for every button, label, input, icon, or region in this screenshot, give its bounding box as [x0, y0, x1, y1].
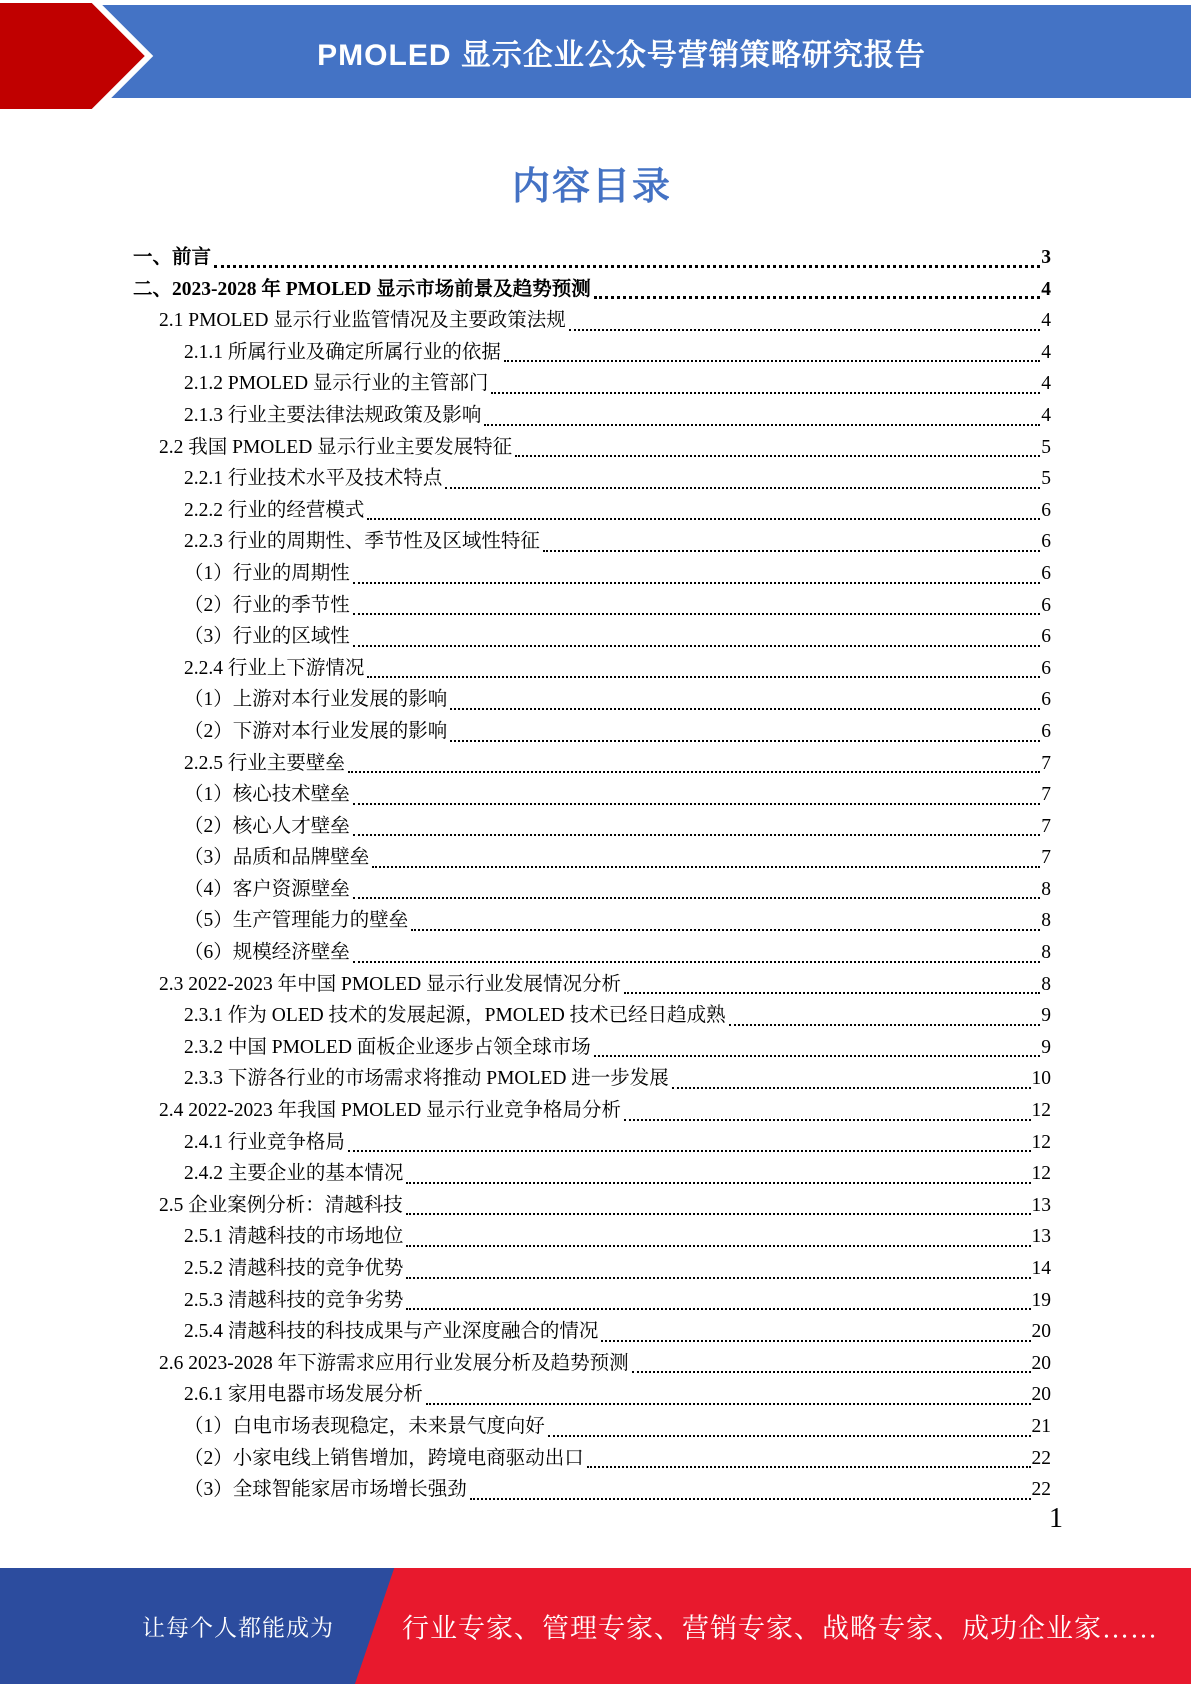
- toc-entry-label: （2）小家电线上销售增加，跨境电商驱动出口: [184, 1447, 584, 1469]
- toc-leader-dots: [350, 937, 1041, 969]
- toc-entry-page: 7: [1041, 784, 1051, 806]
- toc-entry-page: 7: [1041, 847, 1051, 869]
- toc-entry-page: 13: [1031, 1194, 1051, 1216]
- toc-entry[interactable]: [133, 937, 1051, 969]
- footer-slogan-left: 让每个人都能成为: [142, 1615, 334, 1641]
- toc-entry-page: 3: [1041, 247, 1051, 268]
- toc-leader-dots: [512, 432, 1041, 464]
- toc-leader-dots: [488, 368, 1041, 400]
- toc-entry-page: 8: [1041, 910, 1051, 932]
- toc-entry-label: （1）核心技术壁垒: [184, 784, 350, 806]
- toc-entry-label: 2.1 PMOLED 显示行业监管情况及主要政策法规: [159, 310, 566, 332]
- toc-entry-page: 5: [1041, 468, 1051, 490]
- toc-leader-dots: [423, 1379, 1032, 1411]
- toc-entry-label: （1）上游对本行业发展的影响: [184, 689, 448, 711]
- toc-entry-page: 6: [1041, 657, 1051, 679]
- toc-entry[interactable]: [133, 684, 1051, 716]
- toc-entry-page: 20: [1031, 1321, 1051, 1343]
- toc-entry-label: （2）行业的季节性: [184, 594, 350, 616]
- arrow-banner-icon: [0, 0, 162, 112]
- toc-entry-label: 2.6 2023-2028 年下游需求应用行业发展分析及趋势预测: [159, 1352, 629, 1374]
- toc-entry-page: 13: [1031, 1226, 1051, 1248]
- toc-entry-page: 20: [1031, 1384, 1051, 1406]
- toc-entry[interactable]: [133, 1316, 1051, 1348]
- toc-entry[interactable]: [133, 1063, 1051, 1095]
- toc-entry-label: 2.2.3 行业的周期性、季节性及区域性特征: [184, 531, 540, 553]
- toc-entry-label: 2.4.2 主要企业的基本情况: [184, 1163, 404, 1185]
- toc-entry-page: 8: [1041, 942, 1051, 964]
- toc-entry[interactable]: [133, 1379, 1051, 1411]
- content-area: [133, 112, 1051, 1506]
- toc-entry-label: 2.4.1 行业竞争格局: [184, 1131, 345, 1153]
- toc-title: 内容目录: [511, 166, 672, 208]
- toc-entry-page: 6: [1041, 626, 1051, 648]
- toc-entry-label: 2.3.2 中国 PMOLED 面板企业逐步占领全球市场: [184, 1036, 591, 1058]
- toc-leader-dots: [447, 716, 1041, 748]
- toc-entry-label: 2.2.4 行业上下游情况: [184, 657, 365, 679]
- footer: [0, 1568, 1191, 1684]
- toc-entry[interactable]: [133, 969, 1051, 1001]
- toc-leader-dots: [669, 1063, 1032, 1095]
- toc-entry-page: 8: [1041, 878, 1051, 900]
- toc-leader-dots: [481, 400, 1041, 432]
- header: [0, 0, 1191, 112]
- toc-leader-dots: [566, 305, 1041, 337]
- toc-entry[interactable]: [133, 337, 1051, 369]
- toc-entry-page: 8: [1041, 973, 1051, 995]
- toc-entry-label: 2.5.1 清越科技的市场地位: [184, 1226, 404, 1248]
- toc-entry-page: 4: [1041, 278, 1051, 300]
- toc-entry[interactable]: [133, 495, 1051, 527]
- toc-leader-dots: [629, 1348, 1032, 1380]
- toc-leader-dots: [350, 811, 1041, 843]
- toc-entry-label: （2）核心人才壁垒: [184, 815, 350, 837]
- toc-entry-page: 9: [1041, 1036, 1051, 1058]
- toc-leader-dots: [467, 1474, 1032, 1506]
- toc-entry-label: 2.3.1 作为 OLED 技术的发展起源，PMOLED 技术已经日趋成熟: [184, 1005, 726, 1027]
- toc-entry[interactable]: [133, 526, 1051, 558]
- toc-entry-page: 4: [1041, 341, 1051, 363]
- toc-leader-dots: [350, 779, 1041, 811]
- toc-entry-page: 6: [1041, 689, 1051, 711]
- toc-entry-page: 22: [1031, 1479, 1051, 1501]
- toc-entry-page: 4: [1041, 373, 1051, 395]
- toc-leader-dots: [621, 1095, 1031, 1127]
- toc-entry-label: 2.2 我国 PMOLED 显示行业主要发展特征: [159, 436, 513, 458]
- toc-leader-dots: [403, 1285, 1031, 1317]
- toc-entry-label: （3）行业的区域性: [184, 626, 350, 648]
- toc-entry[interactable]: [133, 1411, 1051, 1443]
- toc-entry-label: （6）规模经济壁垒: [184, 942, 350, 964]
- toc-leader-dots: [350, 590, 1041, 622]
- toc-entry-label: 2.3 2022-2023 年中国 PMOLED 显示行业发展情况分析: [159, 973, 622, 995]
- toc-entry-page: 6: [1041, 594, 1051, 616]
- toc-entry-label: 2.3.3 下游各行业的市场需求将推动 PMOLED 进一步发展: [184, 1068, 669, 1090]
- toc-entry-label: （4）客户资源壁垒: [184, 878, 350, 900]
- toc-entry-label: 2.5.3 清越科技的竞争劣势: [184, 1289, 404, 1311]
- toc-entry-label: 2.1.3 行业主要法律法规政策及影响: [184, 404, 482, 426]
- toc-leader-dots: [447, 684, 1041, 716]
- toc-entry[interactable]: [133, 621, 1051, 653]
- toc-entry-label: 二、2023-2028 年 PMOLED 显示市场前景及趋势预测: [133, 278, 591, 300]
- toc-entry-page: 19: [1031, 1289, 1051, 1311]
- footer-slogan-right: 行业专家、管理专家、营销专家、战略专家、成功企业家……: [402, 1613, 1158, 1644]
- toc-entry-label: （3）全球智能家居市场增长强劲: [184, 1479, 467, 1501]
- page-number: 1: [1049, 1503, 1063, 1534]
- toc-entry[interactable]: [133, 1285, 1051, 1317]
- toc-entry[interactable]: [133, 1127, 1051, 1159]
- toc-entry[interactable]: [133, 653, 1051, 685]
- toc-leader-dots: [403, 1221, 1031, 1253]
- toc-entry-page: 21: [1031, 1415, 1051, 1437]
- toc-entry-label: （3）品质和品牌壁垒: [184, 847, 370, 869]
- toc-entry[interactable]: [133, 1443, 1051, 1475]
- toc-leader-dots: [591, 1032, 1041, 1064]
- toc-entry-page: 7: [1041, 815, 1051, 837]
- toc-entry-label: （1）行业的周期性: [184, 562, 350, 584]
- toc-entry[interactable]: [133, 1190, 1051, 1222]
- toc-leader-dots: [403, 1253, 1031, 1285]
- toc-entry[interactable]: [133, 1000, 1051, 1032]
- toc-entry[interactable]: [133, 1032, 1051, 1064]
- toc-entry[interactable]: [133, 1253, 1051, 1285]
- report-title: PMOLED 显示企业公众号营销策略研究报告: [317, 38, 926, 72]
- toc-entry-page: 12: [1031, 1163, 1051, 1185]
- header-banner: [52, 5, 1191, 98]
- toc-entry[interactable]: [133, 874, 1051, 906]
- toc-entry[interactable]: [133, 842, 1051, 874]
- toc-entry-page: 12: [1031, 1131, 1051, 1153]
- toc-entry-label: （1）白电市场表现稳定，未来景气度向好: [184, 1415, 545, 1437]
- toc-entry-page: 14: [1031, 1258, 1051, 1279]
- toc-entry[interactable]: [133, 1348, 1051, 1380]
- toc-leader-dots: [211, 242, 1041, 274]
- toc-entry[interactable]: [133, 716, 1051, 748]
- toc-leader-dots: [621, 969, 1041, 1001]
- toc-entry[interactable]: [133, 811, 1051, 843]
- toc-entry[interactable]: [133, 1095, 1051, 1127]
- toc-entry-label: 2.4 2022-2023 年我国 PMOLED 显示行业竞争格局分析: [159, 1100, 622, 1122]
- toc-entry-label: （5）生产管理能力的壁垒: [184, 910, 409, 932]
- toc-entry-page: 6: [1041, 562, 1051, 584]
- toc-leader-dots: [584, 1443, 1032, 1475]
- toc-leader-dots: [442, 463, 1041, 495]
- toc-entry-page: 5: [1041, 436, 1051, 458]
- toc-entry-label: 一、前言: [133, 247, 212, 268]
- toc-leader-dots: [540, 526, 1041, 558]
- toc-entry-label: 2.6.1 家用电器市场发展分析: [184, 1384, 423, 1406]
- toc-entry-page: 6: [1041, 531, 1051, 553]
- toc-entry[interactable]: [133, 242, 1051, 274]
- toc-leader-dots: [345, 748, 1041, 780]
- toc-entry-label: 2.2.5 行业主要壁垒: [184, 752, 345, 774]
- toc-leader-dots: [364, 495, 1041, 527]
- toc-entry-label: 2.1.2 PMOLED 显示行业的主管部门: [184, 373, 489, 395]
- toc-entry[interactable]: [133, 748, 1051, 780]
- toc-entry-page: 6: [1041, 499, 1051, 521]
- toc-entry[interactable]: [133, 400, 1051, 432]
- toc-leader-dots: [350, 558, 1041, 590]
- toc-entry-label: 2.5 企业案例分析：清越科技: [159, 1194, 403, 1216]
- toc-entry[interactable]: [133, 905, 1051, 937]
- toc-entry[interactable]: [133, 274, 1051, 306]
- toc-entry[interactable]: [133, 432, 1051, 464]
- toc-entry-page: 6: [1041, 720, 1051, 742]
- toc-entry[interactable]: [133, 463, 1051, 495]
- toc-entry[interactable]: [133, 1474, 1051, 1506]
- toc-entry[interactable]: [133, 558, 1051, 590]
- toc-entry-label: 2.2.2 行业的经营模式: [184, 499, 365, 521]
- toc-leader-dots: [598, 1316, 1031, 1348]
- toc-leader-dots: [545, 1411, 1032, 1443]
- toc-leader-dots: [408, 905, 1041, 937]
- toc-leader-dots: [501, 337, 1041, 369]
- toc-entry[interactable]: [133, 1158, 1051, 1190]
- toc-entry-label: 2.5.2 清越科技的竞争优势: [184, 1258, 404, 1279]
- toc-entry[interactable]: [133, 590, 1051, 622]
- toc-leader-dots: [345, 1127, 1032, 1159]
- toc-entry[interactable]: [133, 305, 1051, 337]
- toc-entry-page: 4: [1041, 404, 1051, 426]
- toc-leader-dots: [726, 1000, 1042, 1032]
- toc-entry[interactable]: [133, 779, 1051, 811]
- toc-leader-dots: [369, 842, 1041, 874]
- toc-entry-page: 10: [1031, 1068, 1051, 1090]
- toc-entry[interactable]: [133, 1221, 1051, 1253]
- toc-entry-page: 22: [1031, 1447, 1051, 1469]
- toc-entry-label: 2.5.4 清越科技的科技成果与产业深度融合的情况: [184, 1321, 599, 1343]
- toc-leader-dots: [350, 874, 1041, 906]
- toc-entry-page: 12: [1031, 1100, 1051, 1122]
- toc-entry-page: 7: [1041, 752, 1051, 774]
- toc-list: [133, 242, 1051, 1506]
- toc-leader-dots: [591, 274, 1042, 306]
- toc-entry-label: 2.2.1 行业技术水平及技术特点: [184, 468, 443, 490]
- toc-entry-page: 4: [1041, 310, 1051, 332]
- toc-leader-dots: [364, 653, 1041, 685]
- toc-entry[interactable]: [133, 368, 1051, 400]
- toc-leader-dots: [403, 1190, 1032, 1222]
- toc-entry-page: 9: [1041, 1005, 1051, 1027]
- toc-entry-page: 20: [1031, 1352, 1051, 1374]
- toc-leader-dots: [403, 1158, 1031, 1190]
- toc-entry-label: （2）下游对本行业发展的影响: [184, 720, 448, 742]
- toc-entry-label: 2.1.1 所属行业及确定所属行业的依据: [184, 341, 501, 363]
- toc-leader-dots: [350, 621, 1041, 653]
